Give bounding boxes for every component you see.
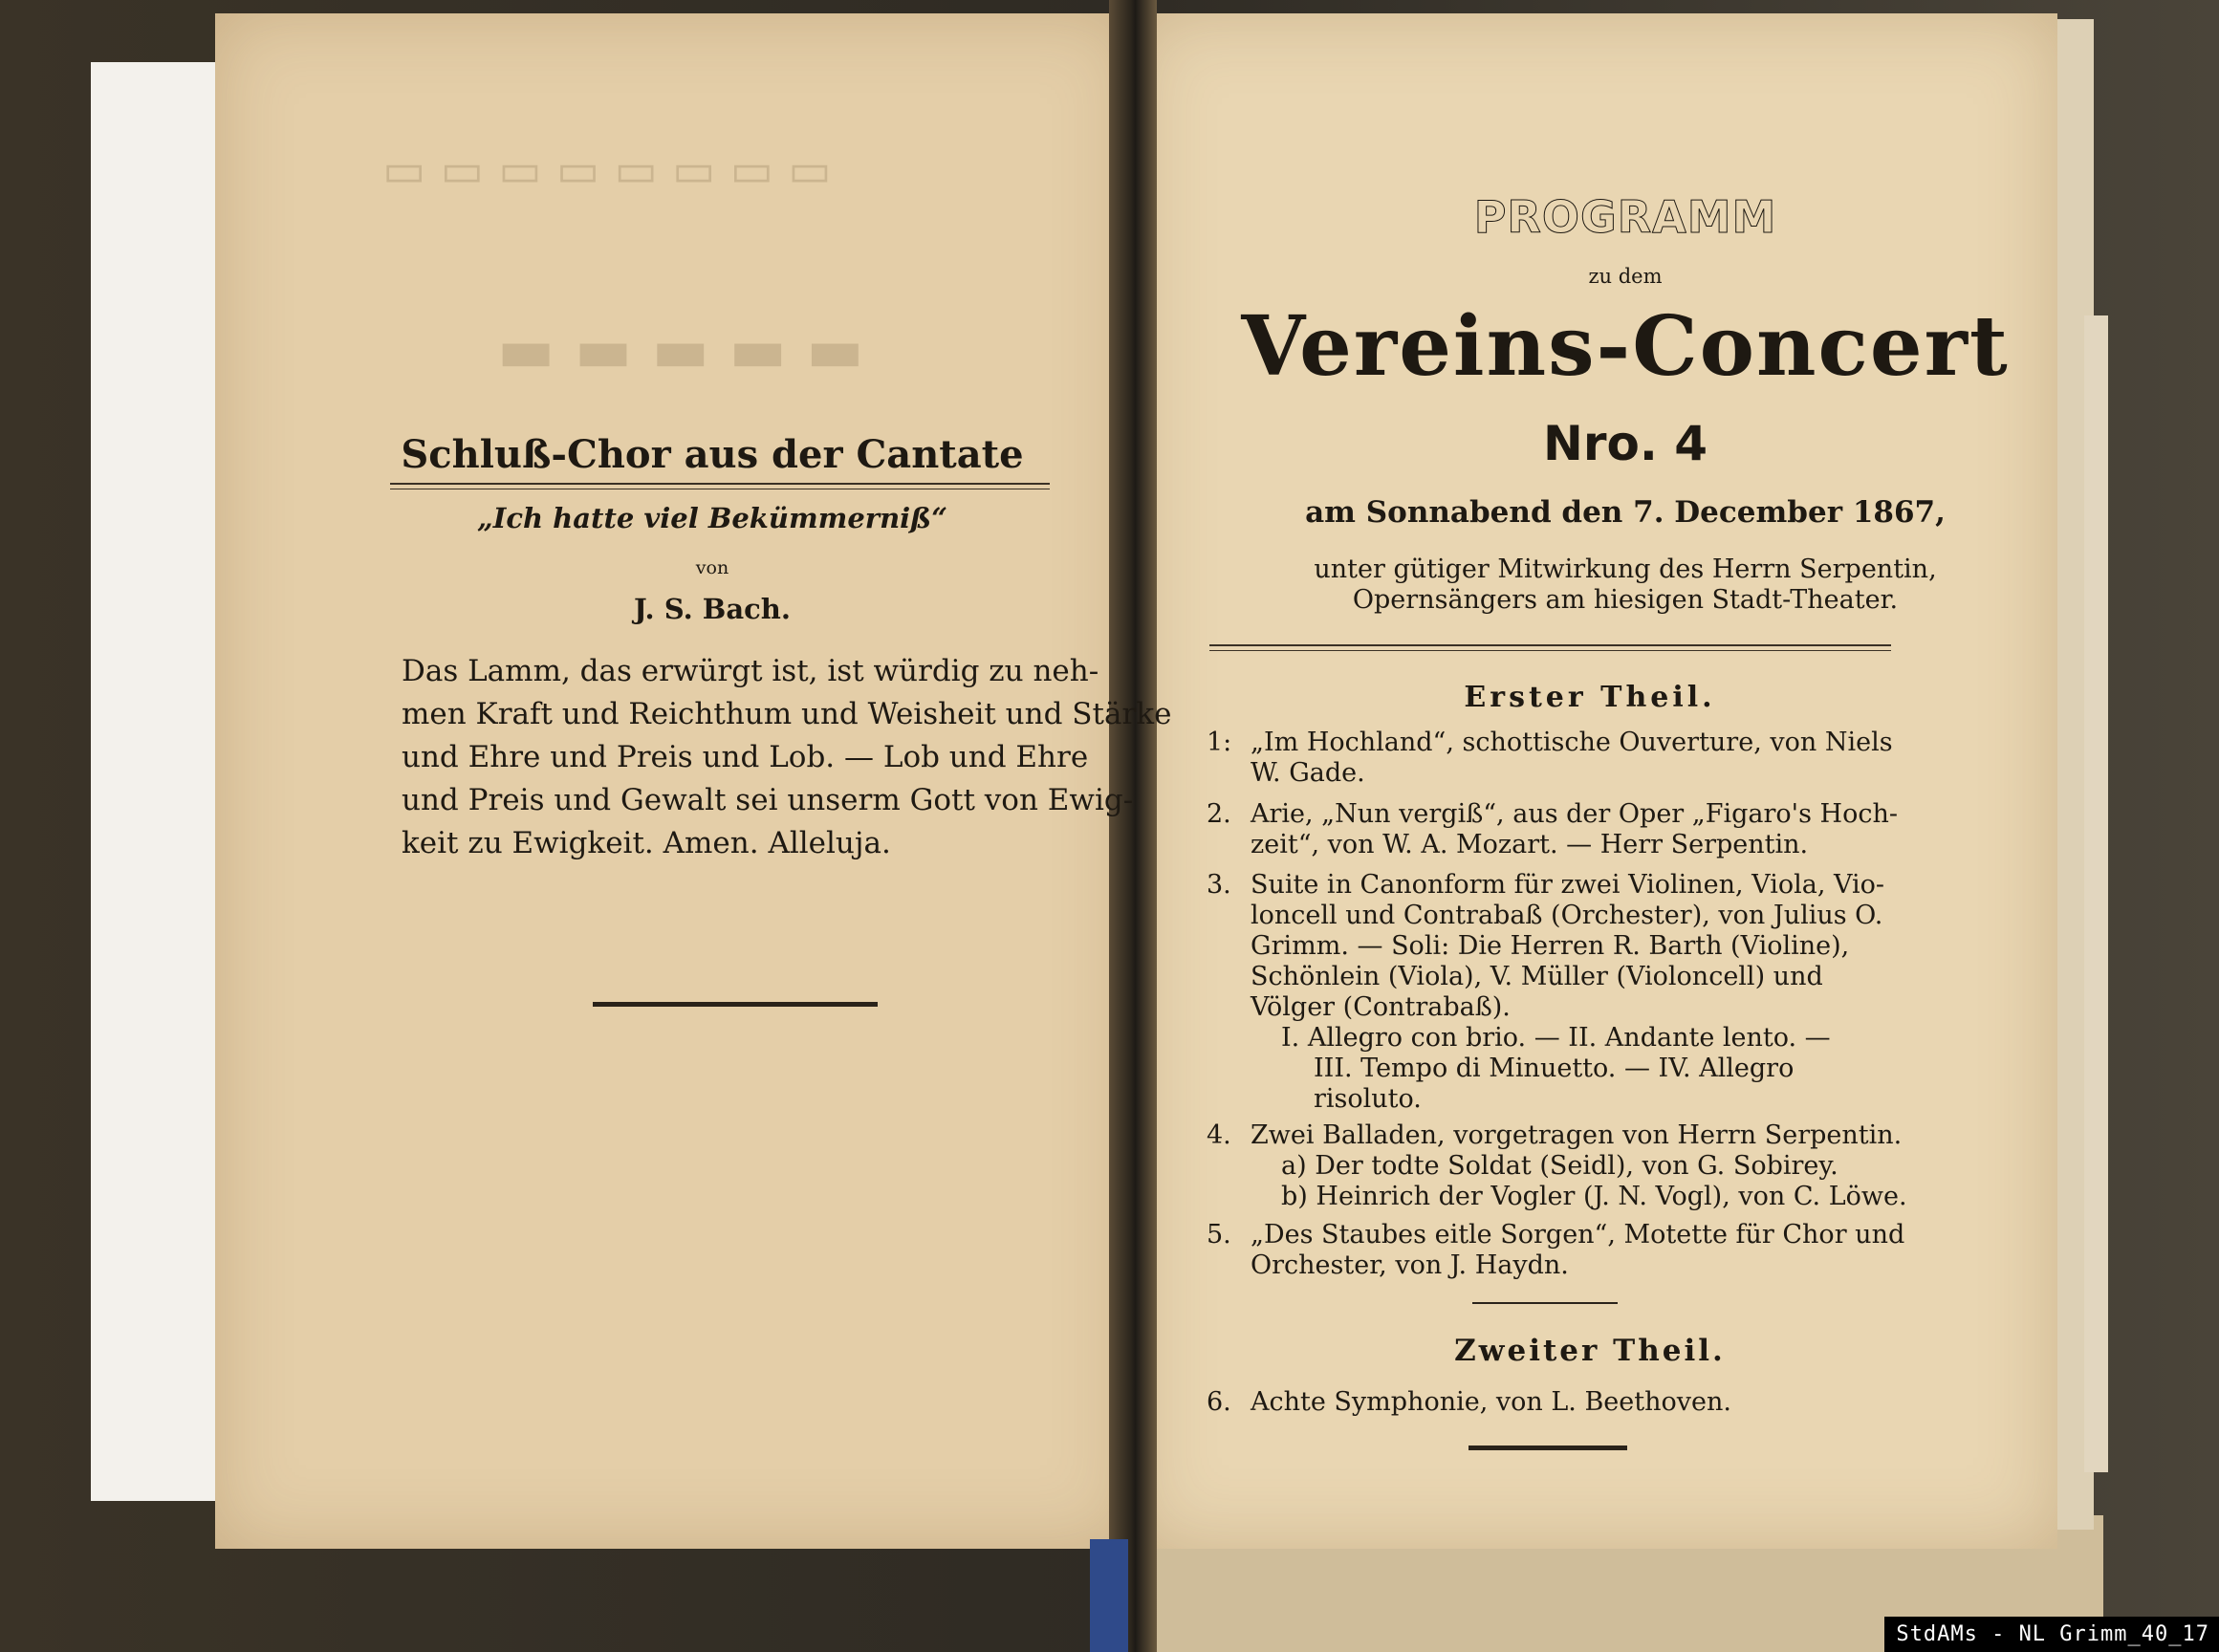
page-edge-right-2 bbox=[2084, 315, 2108, 1472]
spine-cloth bbox=[1090, 1539, 1128, 1652]
item-number: 3. bbox=[1207, 870, 1231, 900]
part-two-heading: Zweiter Theil. bbox=[1454, 1334, 1726, 1368]
programm-title: PROGRAMM bbox=[1473, 191, 1777, 243]
text-line: men Kraft und Reichthum und Weisheit und Stärke bbox=[402, 697, 1172, 731]
bleed-through: ▬ ▬ ▬ ▬ ▬ bbox=[497, 315, 864, 386]
item-number: 1: bbox=[1207, 728, 1232, 757]
part-one-heading: Erster Theil. bbox=[1464, 681, 1716, 714]
text-line: und Ehre und Preis und Lob. — Lob und Ehre bbox=[402, 740, 1089, 774]
program-item-line: a) Der todte Soldat (Seidl), von G. Sobirey. bbox=[1281, 1151, 1838, 1181]
cantata-heading: Schluß-Chor aus der Cantate bbox=[401, 432, 1024, 477]
part-separator bbox=[1472, 1302, 1618, 1304]
program-item-line: loncell und Contrabaß (Orchester), von Julius O. bbox=[1251, 901, 1883, 930]
program-item-line: Orchester, von J. Haydn. bbox=[1251, 1250, 1569, 1280]
program-item-line: Zwei Balladen, vorgetragen von Herrn Serpentin. bbox=[1251, 1120, 1903, 1150]
item-number: 5. bbox=[1207, 1220, 1231, 1250]
participation-line: Opernsängers am hiesigen Stadt-Theater. bbox=[1352, 585, 1899, 615]
bleed-through: ▭ ▭ ▭ ▭ ▭ ▭ ▭ ▭ bbox=[382, 143, 832, 197]
movement-line: risoluto. bbox=[1314, 1084, 1422, 1114]
closing-rule bbox=[1468, 1446, 1627, 1450]
item-number: 4. bbox=[1207, 1120, 1231, 1150]
cantata-title: „Ich hatte viel Bekümmerniß“ bbox=[477, 502, 947, 534]
program-item-line: W. Gade. bbox=[1251, 758, 1365, 788]
concert-date: am Sonnabend den 7. December 1867, bbox=[1305, 495, 1946, 530]
program-item-line: Suite in Canonform für zwei Violinen, Viola, Vio- bbox=[1251, 870, 1885, 900]
book-spine bbox=[1109, 0, 1157, 1652]
text-line: keit zu Ewigkeit. Amen. Alleluja. bbox=[402, 826, 891, 860]
heading-rule bbox=[390, 483, 1050, 489]
von-label: von bbox=[695, 557, 729, 578]
concert-title: Vereins-Concert bbox=[1241, 298, 2010, 395]
program-item-line: Achte Symphonie, von L. Beethoven. bbox=[1251, 1387, 1731, 1417]
composer-name: J. S. Bach. bbox=[634, 593, 791, 625]
movement-line: III. Tempo di Minuetto. — IV. Allegro bbox=[1314, 1054, 1795, 1083]
movement-line: I. Allegro con brio. — II. Andante lento. — bbox=[1281, 1023, 1831, 1053]
program-item-line: „Des Staubes eitle Sorgen“, Motette für Chor und bbox=[1251, 1220, 1905, 1250]
program-item-line: Grimm. — Soli: Die Herren R. Barth (Violine), bbox=[1251, 931, 1850, 961]
closing-rule bbox=[593, 1002, 878, 1007]
text-line: Das Lamm, das erwürgt ist, ist würdig zu neh- bbox=[402, 654, 1099, 688]
section-rule bbox=[1209, 644, 1891, 651]
item-number: 2. bbox=[1207, 799, 1231, 829]
zu-dem-label: zu dem bbox=[1588, 265, 1663, 288]
program-item-line: b) Heinrich der Vogler (J. N. Vogl), von C. Löwe. bbox=[1281, 1182, 1907, 1211]
program-item-line: „Im Hochland“, schottische Ouverture, von Niels bbox=[1251, 728, 1893, 757]
participation-line: unter gütiger Mitwirkung des Herrn Serpentin, bbox=[1314, 554, 1937, 584]
program-item-line: Völger (Contrabaß). bbox=[1251, 992, 1511, 1022]
program-item-line: zeit“, von W. A. Mozart. — Herr Serpentin. bbox=[1251, 830, 1809, 859]
archive-label: StdAMs - NL Grimm_40_17 bbox=[1884, 1617, 2219, 1652]
concert-number: Nro. 4 bbox=[1542, 416, 1708, 471]
text-line: und Preis und Gewalt sei unserm Gott von Ewig- bbox=[402, 783, 1134, 817]
program-item-line: Schönlein (Viola), V. Müller (Violoncell) und bbox=[1251, 962, 1823, 991]
item-number: 6. bbox=[1207, 1387, 1231, 1417]
program-item-line: Arie, „Nun vergiß“, aus der Oper „Figaro's Hoch- bbox=[1251, 799, 1898, 829]
